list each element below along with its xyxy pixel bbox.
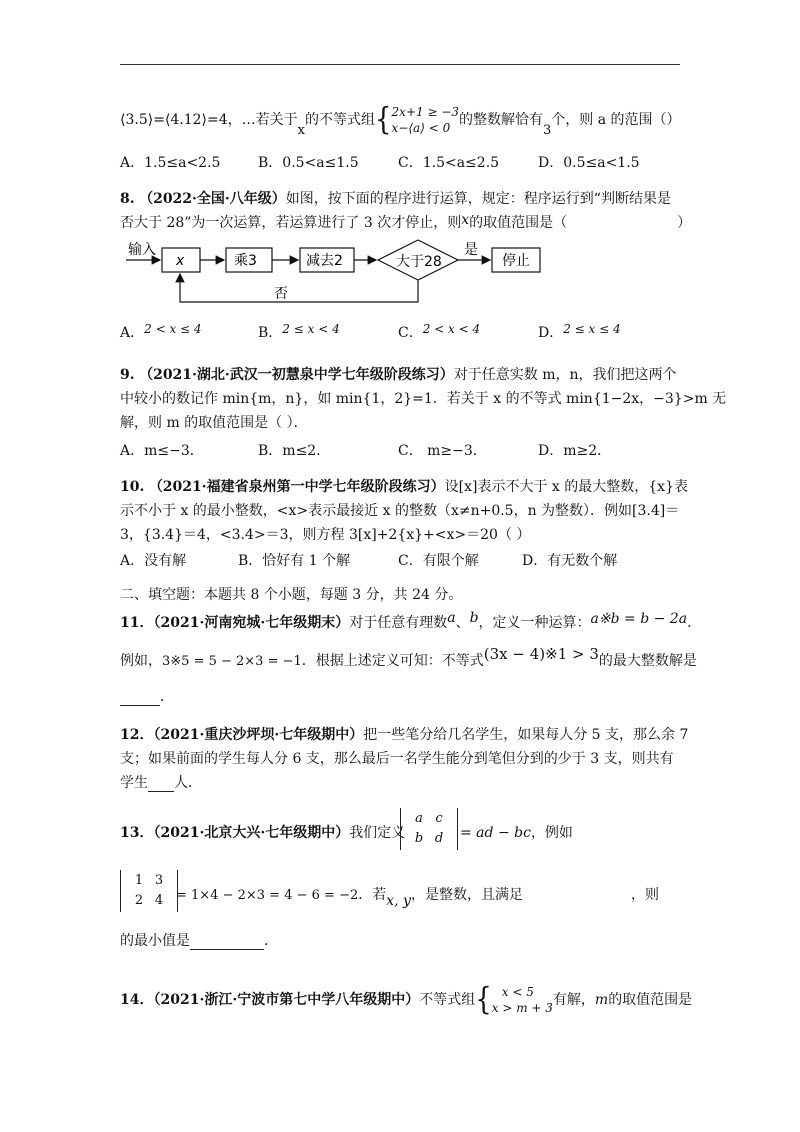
q9-option-c: C． m≥−3．	[398, 443, 487, 459]
determinant-definition: a c b d	[400, 808, 458, 850]
flow-subtract-label: 减去2	[306, 253, 343, 269]
flowchart	[120, 236, 560, 312]
section-heading: 二、填空题：本题共 8 个小题，每题 3 分，共 24 分。	[120, 587, 463, 603]
q9-option-a: A．m≤−3．	[120, 443, 204, 459]
flow-compare-label: 大于28	[396, 254, 442, 270]
q7-option-c: C．1.5<a≤2.5	[398, 155, 500, 171]
q11-line3: ．	[120, 686, 174, 706]
q8-option-d: D．2 ≤ x ≤ 4	[538, 322, 621, 341]
q7-option-d: D．0.5≤a<1.5	[538, 155, 640, 171]
q11-line2: 例如，3※5 = 5 − 2×3 = −1．根据上述定义可知：不等式(3x − 4)※1 > 3的最大整数解是	[120, 645, 697, 669]
answer-blank[interactable]	[120, 689, 160, 706]
q9-line2: 中较小的数记作 min{m，n}，如 min{1，2}=1．若关于 x 的不等式 min{1−2x，−3}>m 无	[120, 391, 727, 407]
answer-blank[interactable]	[148, 775, 174, 792]
q13-line2: = 1×4 − 2×3 = 4 − 6 = −2．若x, y，是整数，且满足 ，则	[176, 887, 659, 909]
q12-line1: 12．（2021·重庆沙坪坝·七年级期中）把一些笔分给几名学生，如果每人分 5 支，那么余 7	[120, 727, 689, 743]
flow-yes-label: 是	[464, 242, 478, 258]
q14-line: 14．（2021·浙江·宁波市第七中学八年级期中）不等式组{ x < 5 x > m + 3有解，m的取值范围是	[120, 982, 693, 1018]
answer-blank[interactable]	[190, 933, 264, 950]
inequality-system: 2x+1 ≥ −3 x−⟨a⟩ < 0	[391, 105, 460, 135]
q9-line3: 解，则 m 的取值范围是（ ）．	[120, 415, 308, 431]
q10-option-a: A．没有解	[120, 553, 187, 569]
q13-line3: 的最小值是 ．	[120, 933, 278, 949]
header-rule	[120, 64, 680, 65]
q12-line3: 学生 人．	[120, 775, 202, 791]
q10-option-c: C．有限个解	[398, 553, 479, 569]
q10-option-b: B．恰好有 1 个解	[238, 553, 351, 569]
q10-line1: 10. （2021·福建省泉州第一中学七年级阶段练习）设[x]表示不大于 x 的最大整数，{x}表	[120, 479, 688, 495]
q10-line3: 3，{3.4}＝4，<3.4>＝3，则方程 3[x]+2{x}+<x>＝20（ ）	[120, 527, 531, 543]
inequality-system: x < 5 x > m + 3	[491, 985, 553, 1015]
q7-line: ⟨3.5⟩=⟨4.12⟩=4，…若关于$_x$的不等式组{2x+1 ≥ −3 x−⟨a⟩ < 0 的整数解恰有$_3$个，则 a 的范围（）	[120, 102, 681, 138]
q11-source: （2021·河南宛城·七年级期末）	[153, 615, 350, 631]
q8-option-b: B．2 ≤ x < 4	[258, 322, 340, 341]
flow-stop-label: 停止	[502, 253, 530, 269]
q8-source: （2022·全国·八年级）	[139, 191, 286, 207]
q13-line1: 13．（2021·北京大兴·七年级期中）我们定义	[120, 825, 406, 841]
q9-source: （2021·湖北·武汉一初慧泉中学七年级阶段练习）	[139, 367, 454, 383]
system-brace: {	[475, 982, 492, 1018]
system-brace: {	[375, 102, 392, 138]
flow-loop-back	[180, 274, 418, 302]
q9-option-d: D．m≥2．	[538, 443, 612, 459]
q7-option-a: A．1.5≤a<2.5	[120, 155, 221, 171]
q13-def-text: = ad − bc，例如	[460, 825, 573, 841]
q9-line1: 9. （2021·湖北·武汉一初慧泉中学七年级阶段练习）对于任意实数 m，n，我们把这两个	[120, 367, 677, 383]
q11-line1: 11．（2021·河南宛城·七年级期末）对于任意有理数a、b，定义一种运算：a※b = b − 2a．	[120, 610, 702, 631]
q12-source: （2021·重庆沙坪坝·七年级期中）	[153, 727, 364, 743]
q8-option-c: C．2 < x < 4	[398, 322, 481, 341]
q13-source: （2021·北京大兴·七年级期中）	[153, 825, 350, 841]
q14-source: （2021·浙江·宁波市第七中学八年级期中）	[153, 992, 420, 1008]
flow-input-label: 输入	[128, 242, 156, 258]
determinant-example: 1 3 2 4	[120, 870, 178, 912]
q8-line2: 否大于 28”为一次运算，若运算进行了 3 次才停止，则x的取值范围是（ ）	[120, 212, 692, 231]
flow-x-label: x	[176, 253, 185, 269]
q9-option-b: B．m≤2．	[258, 443, 331, 459]
q8-line1: 8. （2022·全国·八年级）如图，按下面的程序进行运算，规定：程序运行到“判断结果是	[120, 191, 671, 207]
q10-option-d: D．有无数个解	[522, 553, 618, 569]
flow-no-label: 否	[274, 286, 288, 302]
q12-line2: 支；如果前面的学生每人分 6 支，那么最后一名学生能分到笔但分到的少于 3 支，则共有	[120, 751, 674, 767]
q8-option-a: A．2 < x ≤ 4	[120, 322, 202, 341]
q7-option-b: B．0.5<a≤1.5	[258, 155, 359, 171]
q10-line2: 示不小于 x 的最小整数，<x>表示最接近 x 的整数（x≠n+0.5，n 为整数）．例如[3.4]＝	[120, 503, 680, 519]
flow-multiply-label: 乘3	[234, 253, 257, 269]
q10-source: （2021·福建省泉州第一中学七年级阶段练习）	[148, 479, 445, 495]
